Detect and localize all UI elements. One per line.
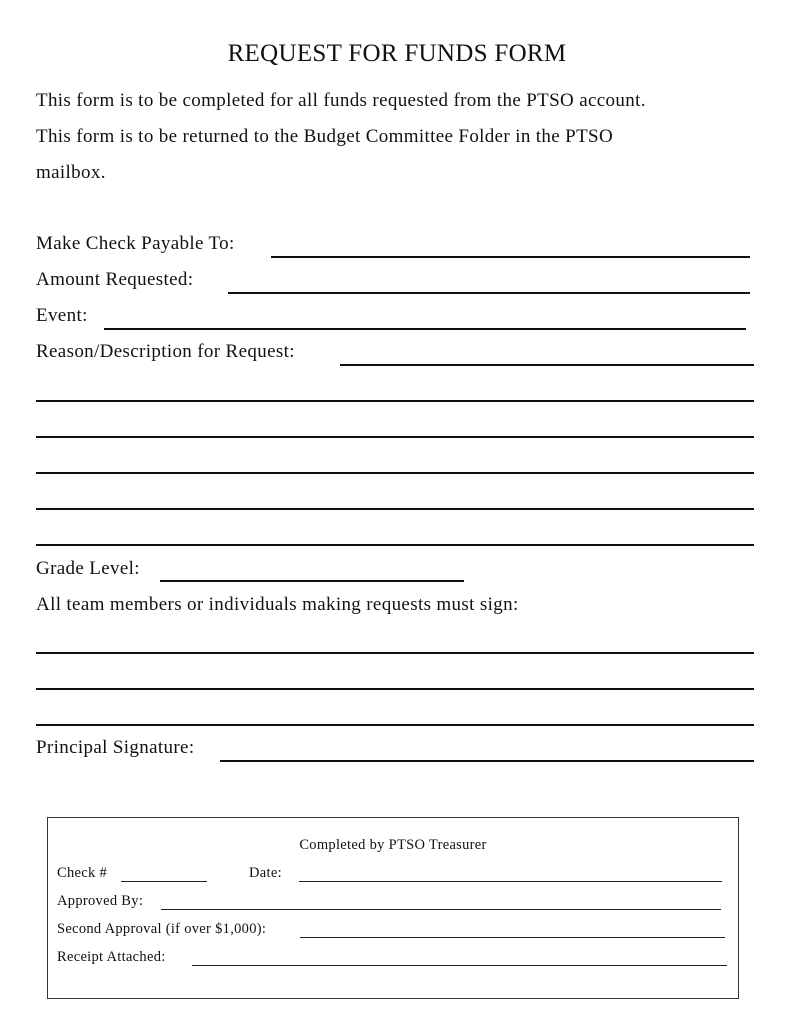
check-number-line[interactable] bbox=[121, 881, 207, 882]
team-sign-label: All team members or individuals making requests must sign: bbox=[36, 594, 519, 615]
second-approval-label: Second Approval (if over $1,000): bbox=[57, 921, 267, 937]
check-number-label: Check # bbox=[57, 865, 108, 881]
second-approval-line[interactable] bbox=[300, 937, 725, 938]
reason-line-1[interactable] bbox=[340, 364, 754, 366]
team-signature-line-3[interactable] bbox=[36, 724, 754, 726]
date-label: Date: bbox=[249, 865, 282, 881]
treasurer-box bbox=[47, 817, 739, 999]
team-signature-line-1[interactable] bbox=[36, 652, 754, 654]
receipt-attached-line[interactable] bbox=[192, 965, 727, 966]
amount-label: Amount Requested: bbox=[36, 269, 194, 290]
payee-label: Make Check Payable To: bbox=[36, 233, 235, 254]
event-label: Event: bbox=[36, 305, 88, 326]
principal-signature-line[interactable] bbox=[220, 760, 754, 762]
grade-level-label: Grade Level: bbox=[36, 558, 140, 579]
receipt-attached-label: Receipt Attached: bbox=[57, 949, 166, 965]
approved-by-label: Approved By: bbox=[57, 893, 144, 909]
reason-line-6[interactable] bbox=[36, 544, 754, 546]
intro-line-1: This form is to be completed for all funds requested from the PTSO account. bbox=[36, 90, 646, 111]
principal-signature-label: Principal Signature: bbox=[36, 737, 195, 758]
reason-line-5[interactable] bbox=[36, 508, 754, 510]
approved-by-line[interactable] bbox=[161, 909, 721, 910]
amount-line[interactable] bbox=[228, 292, 750, 294]
date-line[interactable] bbox=[299, 881, 722, 882]
treasurer-box-heading: Completed by PTSO Treasurer bbox=[299, 837, 487, 853]
form-title: REQUEST FOR FUNDS FORM bbox=[227, 40, 567, 67]
reason-line-3[interactable] bbox=[36, 436, 754, 438]
grade-level-line[interactable] bbox=[160, 580, 464, 582]
reason-label: Reason/Description for Request: bbox=[36, 341, 295, 362]
intro-line-2: This form is to be returned to the Budget Committee Folder in the PTSO bbox=[36, 126, 614, 147]
intro-line-3: mailbox. bbox=[36, 162, 106, 183]
payee-line[interactable] bbox=[271, 256, 750, 258]
reason-line-4[interactable] bbox=[36, 472, 754, 474]
event-line[interactable] bbox=[104, 328, 746, 330]
reason-line-2[interactable] bbox=[36, 400, 754, 402]
team-signature-line-2[interactable] bbox=[36, 688, 754, 690]
